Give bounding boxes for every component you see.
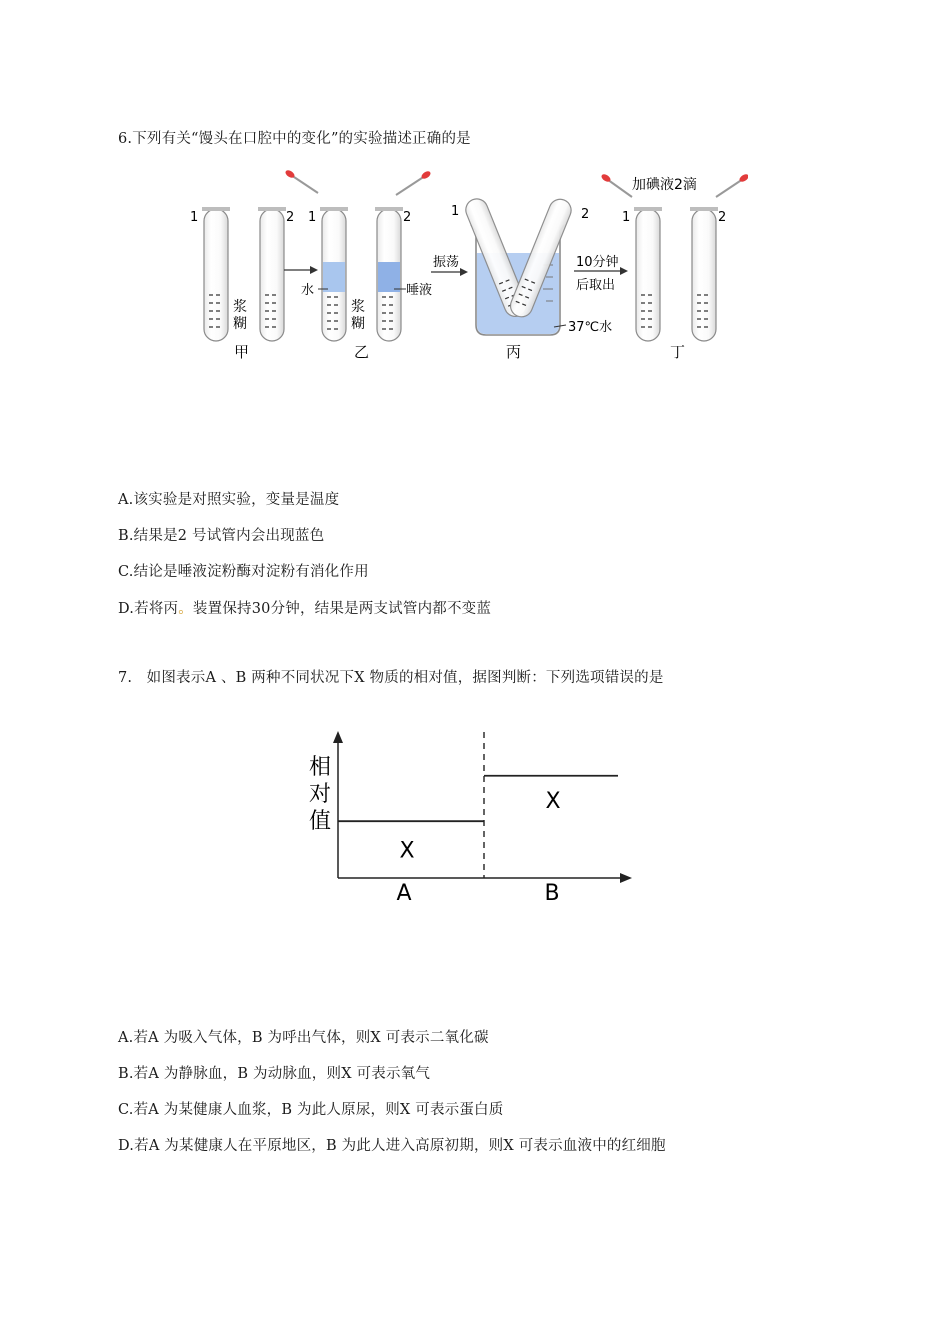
q6-option-a[interactable]: A.该实验是对照实验，变量是温度 — [118, 492, 340, 508]
q7-option-c[interactable]: C.若A 为某健康人血浆，B 为此人原尿，则X 可表示蛋白质 — [118, 1102, 504, 1118]
q6-option-d[interactable] — [118, 597, 491, 618]
dropper-yi-2 — [396, 170, 432, 195]
tube-ding-1 — [634, 207, 662, 341]
q7-option-a[interactable]: A.若A 为吸入气体，B 为呼出气体，则X 可表示二氧化碳 — [118, 1030, 489, 1046]
stage-yi: 乙 — [354, 343, 370, 361]
label-paste-2-jia: 糊 — [233, 316, 247, 332]
category-label-a: A — [396, 881, 412, 906]
q6-option-b[interactable]: B.结果是2 号试管内会出现蓝色 — [118, 528, 325, 544]
dropper-yi-1 — [284, 169, 318, 193]
label-saliva: 唾液 — [406, 283, 433, 298]
q7-chart-svg — [298, 726, 638, 910]
label-wait-1: 10分钟 — [576, 255, 619, 270]
q6-experiment-figure — [188, 165, 748, 374]
bar-label-b: X — [545, 788, 561, 814]
label-tube-2-yi: 2 — [403, 210, 412, 225]
label-shake: 振荡 — [433, 255, 460, 270]
label-tube-2-ding: 2 — [718, 210, 727, 225]
q7-option-b[interactable]: B.若A 为静脉血，B 为动脉血，则X 可表示氧气 — [118, 1066, 431, 1082]
tube-jia-1 — [202, 207, 230, 341]
label-wait-2: 后取出 — [576, 278, 616, 293]
stage-ding: 丁 — [670, 343, 686, 361]
label-tube-1-jia: 1 — [190, 210, 199, 225]
tube-yi-2 — [375, 207, 403, 341]
y-label-char-2: 对 — [308, 782, 332, 807]
question-6-stem: 6.下列有关“馒头在口腔中的变化”的实验描述正确的是 — [118, 131, 471, 147]
label-tube-1-bing: 1 — [451, 204, 460, 219]
q7-chart — [298, 726, 638, 914]
label-paste-2-yi: 糊 — [351, 316, 365, 332]
label-bath: 37℃水 — [568, 320, 613, 335]
q6-experiment-svg — [188, 165, 748, 370]
label-iodine: 加碘液2滴 — [632, 177, 697, 193]
q6-option-d-pre: D.若将丙 — [118, 601, 179, 617]
label-tube-2-jia: 2 — [286, 210, 295, 225]
y-label-char-1: 相 — [308, 755, 332, 780]
label-tube-2-bing: 2 — [581, 207, 590, 222]
tube-jia-2 — [258, 207, 286, 341]
category-label-b: B — [544, 881, 560, 906]
q7-option-d[interactable]: D.若A 为某健康人在平原地区，B 为此人进入高原初期，则X 可表示血液中的红细胞 — [118, 1138, 666, 1154]
question-7-stem: 7. 如图表示A 、B 两种不同状况下X 物质的相对值，据图判断：下列选项错误的是 — [118, 670, 664, 686]
label-paste-1-jia: 浆 — [233, 299, 247, 315]
q6-option-d-post: 装置保持30分钟，结果是两支试管内都不变蓝 — [192, 601, 492, 617]
tube-ding-2 — [690, 207, 718, 341]
tube-yi-1 — [320, 207, 348, 341]
dropper-ding-1 — [600, 173, 632, 197]
label-paste-1-yi: 浆 — [351, 299, 365, 315]
y-label-char-3: 值 — [308, 809, 332, 834]
label-tube-1-ding: 1 — [622, 210, 631, 225]
bar-label-a: X — [399, 838, 415, 864]
q6-option-c[interactable]: C.结论是唾液淀粉酶对淀粉有消化作用 — [118, 564, 369, 580]
stage-jia: 甲 — [234, 343, 250, 361]
q6-option-d-mark: 。 — [178, 601, 193, 617]
dropper-ding-2 — [716, 173, 748, 197]
label-water: 水 — [301, 283, 315, 298]
stage-bing: 丙 — [506, 343, 522, 361]
label-tube-1-yi: 1 — [308, 210, 317, 225]
